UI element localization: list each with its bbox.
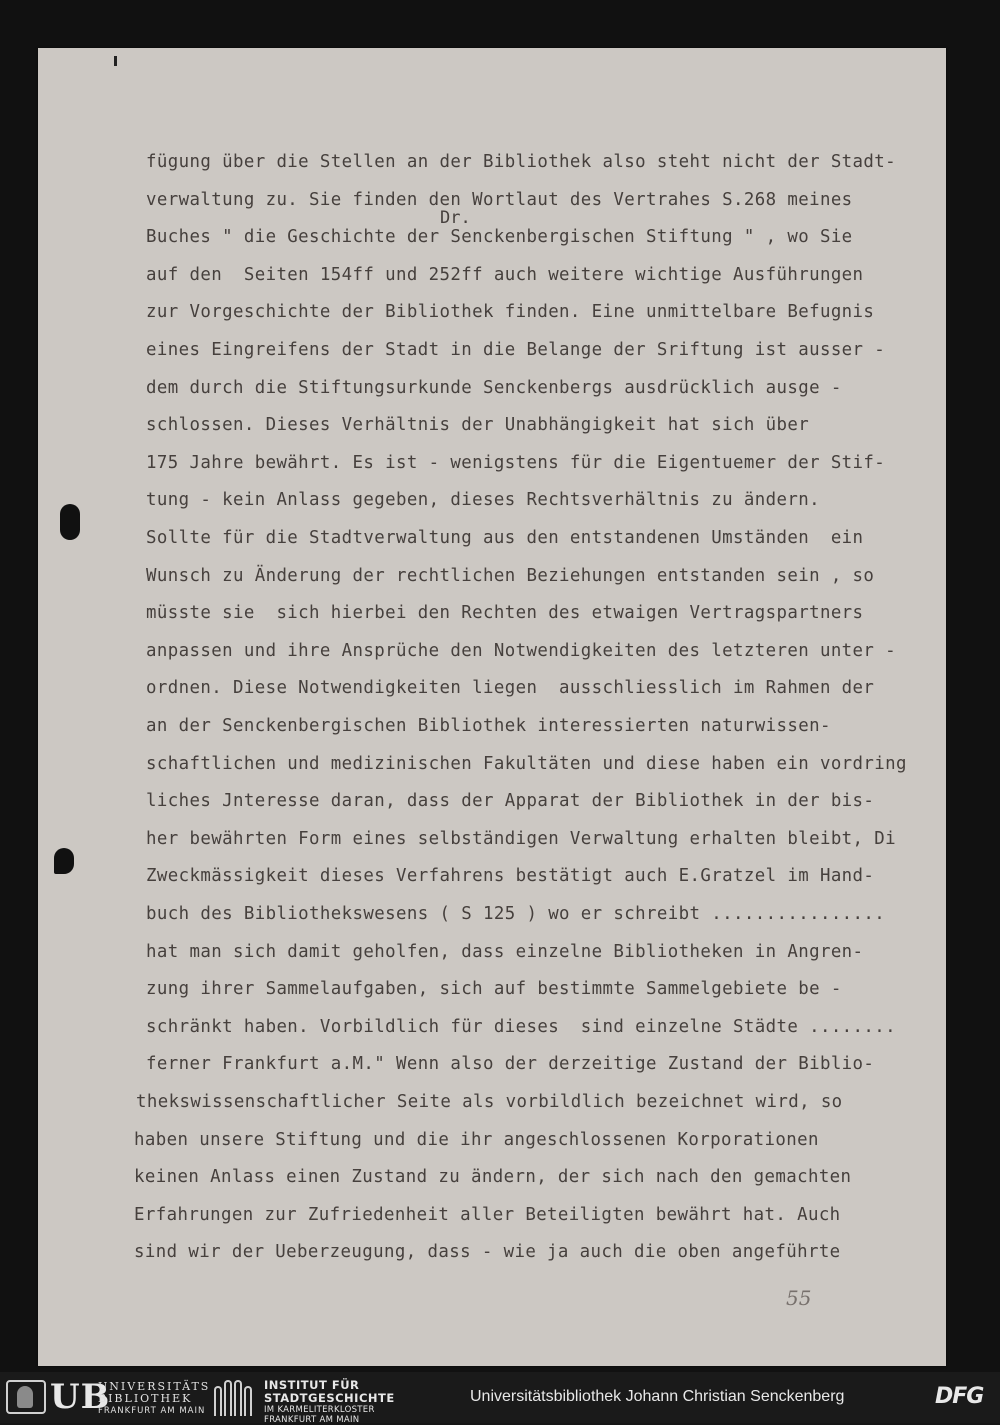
text-line: Zweckmässigkeit dieses Verfahrens bestätigt auch E.Gratzel im Hand- <box>146 866 875 886</box>
text-line: fügung über die Stellen an der Bibliothek also steht nicht der Stadt- <box>146 152 897 172</box>
isg-line-3: IM KARMELITERKLOSTER <box>264 1405 375 1415</box>
ub-logo-text <box>98 1381 210 1417</box>
isg-line-2: STADTGESCHICHTE <box>264 1391 395 1405</box>
text-line: zung ihrer Sammelaufgaben, sich auf bestimmte Sammelgebiete be - <box>146 979 842 999</box>
ub-line-3: FRANKFURT AM MAIN <box>98 1406 206 1416</box>
footer-bar <box>0 1372 1000 1423</box>
text-line: her bewährten Form eines selbständigen Verwaltung erhalten bleibt, Di <box>146 829 897 849</box>
text-line: haben unsere Stiftung und die ihr angeschlossenen Korporationen <box>134 1130 819 1150</box>
text-line: hat man sich damit geholfen, dass einzelne Bibliotheken in Angren- <box>146 942 864 962</box>
page-number: 55 <box>786 1286 812 1310</box>
text-line: Wunsch zu Änderung der rechtlichen Beziehungen entstanden sein , so <box>146 566 875 586</box>
text-line: anpassen und ihre Ansprüche den Notwendigkeiten des letzteren unter - <box>146 641 897 661</box>
text-line: keinen Anlass einen Zustand zu ändern, der sich nach den gemachten <box>134 1167 852 1187</box>
text-line: thekswissenschaftlicher Seite als vorbildlich bezeichnet wird, so <box>136 1092 843 1112</box>
isg-arches-icon <box>214 1380 254 1416</box>
text-line: tung - kein Anlass gegeben, dieses Rechtsverhältnis zu ändern. <box>146 490 820 510</box>
typed-page <box>38 48 946 1366</box>
text-line: auf den Seiten 154ff und 252ff auch weitere wichtige Ausführungen <box>146 265 864 285</box>
text-line: ferner Frankfurt a.M." Wenn also der derzeitige Zustand der Biblio- <box>146 1054 875 1074</box>
text-line: an der Senckenbergischen Bibliothek interessierten naturwissen- <box>146 716 831 736</box>
text-line: sind wir der Ueberzeugung, dass - wie ja auch die oben angeführte <box>134 1242 841 1262</box>
isg-line-1: INSTITUT FÜR <box>264 1378 360 1392</box>
text-line: schränkt haben. Vorbildlich für dieses sind einzelne Städte ........ <box>146 1017 897 1037</box>
text-line: müsste sie sich hierbei den Rechten des etwaigen Vertragspartners <box>146 603 864 623</box>
ub-logo-letters: UB <box>50 1377 111 1417</box>
text-line: schlossen. Dieses Verhältnis der Unabhängigkeit hat sich über <box>146 415 810 435</box>
text-line: buch des Bibliothekswesens ( S 125 ) wo er schreibt ................ <box>146 904 886 924</box>
text-line: ordnen. Diese Notwendigkeiten liegen ausschliesslich im Rahmen der <box>146 678 875 698</box>
text-line: Buches " die Geschichte der Senckenbergischen Stiftung " , wo Sie <box>146 227 853 247</box>
text-line: dem durch die Stiftungsurkunde Senckenbergs ausdrücklich ausge - <box>146 378 842 398</box>
ub-seal-icon <box>6 1380 46 1414</box>
text-line: Sollte für die Stadtverwaltung aus den entstandenen Umständen ein <box>146 528 864 548</box>
text-line: liches Jnteresse daran, dass der Apparat der Bibliothek in der bis- <box>146 791 875 811</box>
text-line: verwaltung zu. Sie finden den Wortlaut des Vertrahes S.268 meines <box>146 190 853 210</box>
text-line: 175 Jahre bewährt. Es ist - wenigstens für die Eigentuemer der Stif- <box>146 453 886 473</box>
dfg-logo: DFG <box>935 1384 984 1409</box>
isg-logo-text <box>264 1379 395 1425</box>
text-line: zur Vorgeschichte der Bibliothek finden. Eine unmittelbare Befugnis <box>146 302 875 322</box>
isg-line-4: FRANKFURT AM MAIN <box>264 1415 360 1425</box>
ub-line-2: BIBLIOTHEK <box>98 1392 193 1405</box>
text-line: Erfahrungen zur Zufriedenheit aller Beteiligten bewährt hat. Auch <box>134 1205 841 1225</box>
typed-text-block <box>38 48 946 1366</box>
text-line: eines Eingreifens der Stadt in die Belange der Sriftung ist ausser - <box>146 340 886 360</box>
library-name: Universitätsbibliothek Johann Christian Senckenberg <box>470 1388 845 1405</box>
ub-line-1: UNIVERSITÄTS <box>98 1380 211 1393</box>
text-line: schaftlichen und medizinischen Fakultäten und diese haben ein vordring <box>146 754 907 774</box>
handwritten-insertion: Dr. <box>440 208 471 228</box>
